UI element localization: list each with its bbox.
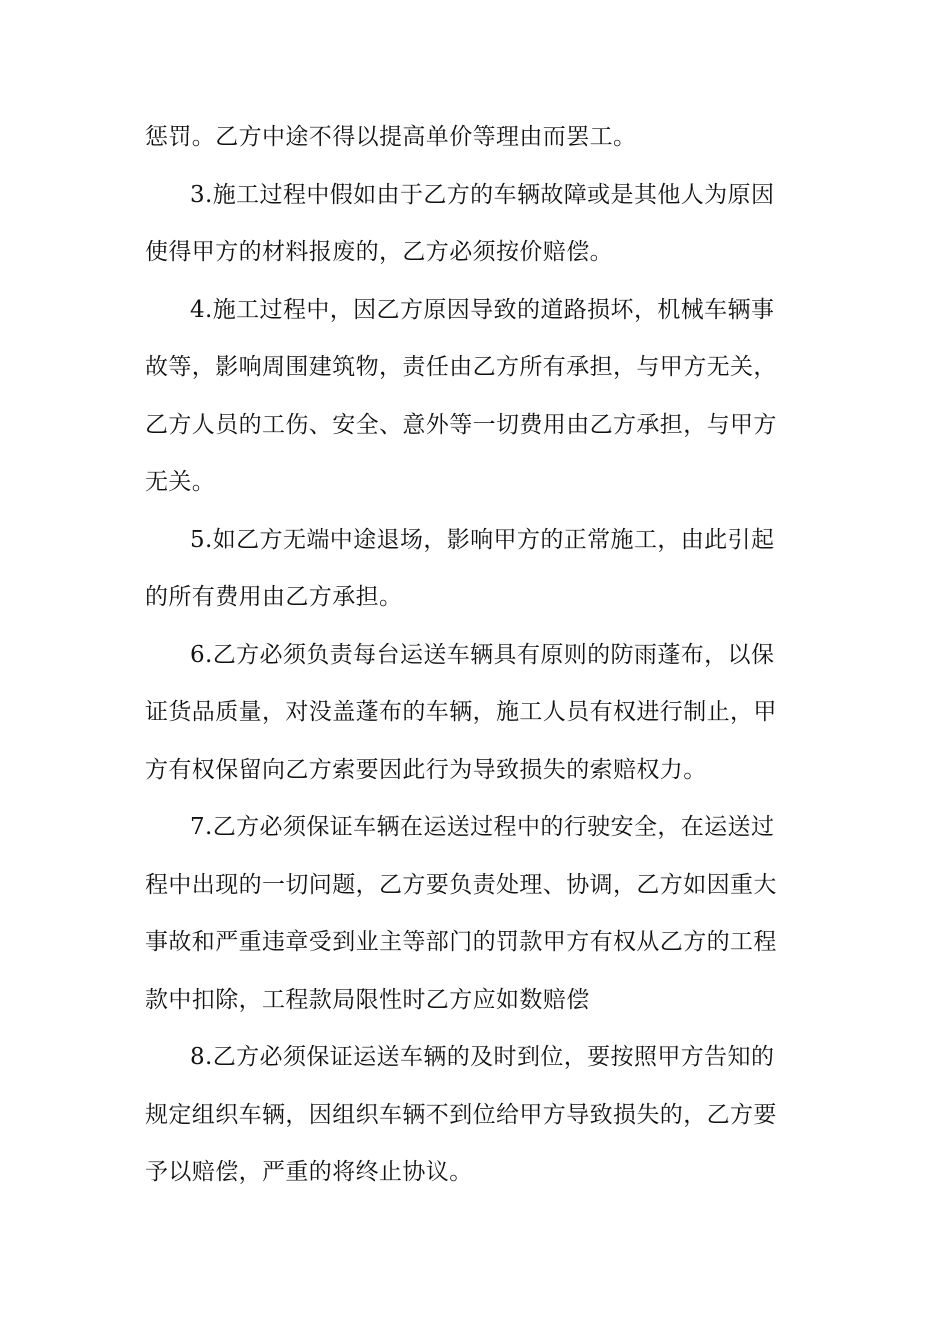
clause-4-line-3: 乙方人员的工伤、安全、意外等一切费用由乙方承担，与甲方 [145, 412, 777, 438]
clause-8-line-2: 规定组织车辆，因组织车辆不到位给甲方导致损失的，乙方要 [145, 1102, 777, 1128]
text-line: 惩罚。乙方中途不得以提高单价等理由而罢工。 [145, 124, 637, 150]
clause-5-line-1: 5.如乙方无端中途退场，影响甲方的正常施工，由此引起 [190, 527, 775, 553]
clause-7-line-4: 款中扣除，工程款局限性时乙方应如数赔偿 [145, 987, 590, 1013]
clause-6-line-1: 6.乙方必须负责每台运送车辆具有原则的防雨蓬布，以保 [190, 642, 775, 668]
clause-5-line-2: 的所有费用由乙方承担。 [145, 584, 403, 610]
clause-4-line-2: 故等，影响周围建筑物，责任由乙方所有承担，与甲方无关， [145, 354, 777, 380]
clause-6-line-2: 证货品质量，对没盖蓬布的车辆，施工人员有权进行制止，甲 [145, 699, 777, 725]
clause-8-line-3: 予以赔偿，严重的将终止协议。 [145, 1159, 473, 1185]
clause-8-line-1: 8.乙方必须保证运送车辆的及时到位，要按照甲方告知的 [190, 1044, 775, 1070]
clause-7-line-3: 事故和严重违章受到业主等部门的罚款甲方有权从乙方的工程 [145, 929, 777, 955]
clause-6-line-3: 方有权保留向乙方索要因此行为导致损失的索赔权力。 [145, 757, 707, 783]
clause-3-line-1: 3.施工过程中假如由于乙方的车辆故障或是其他人为原因 [190, 182, 775, 208]
clause-7-line-1: 7.乙方必须保证车辆在运送过程中的行驶安全，在运送过 [190, 814, 775, 840]
clause-4-line-4: 无关。 [145, 469, 216, 495]
clause-7-line-2: 程中出现的一切问题，乙方要负责处理、协调，乙方如因重大 [145, 872, 777, 898]
clause-3-line-2: 使得甲方的材料报废的，乙方必须按价赔偿。 [145, 239, 613, 265]
clause-4-line-1: 4.施工过程中，因乙方原因导致的道路损坏，机械车辆事 [190, 297, 775, 323]
